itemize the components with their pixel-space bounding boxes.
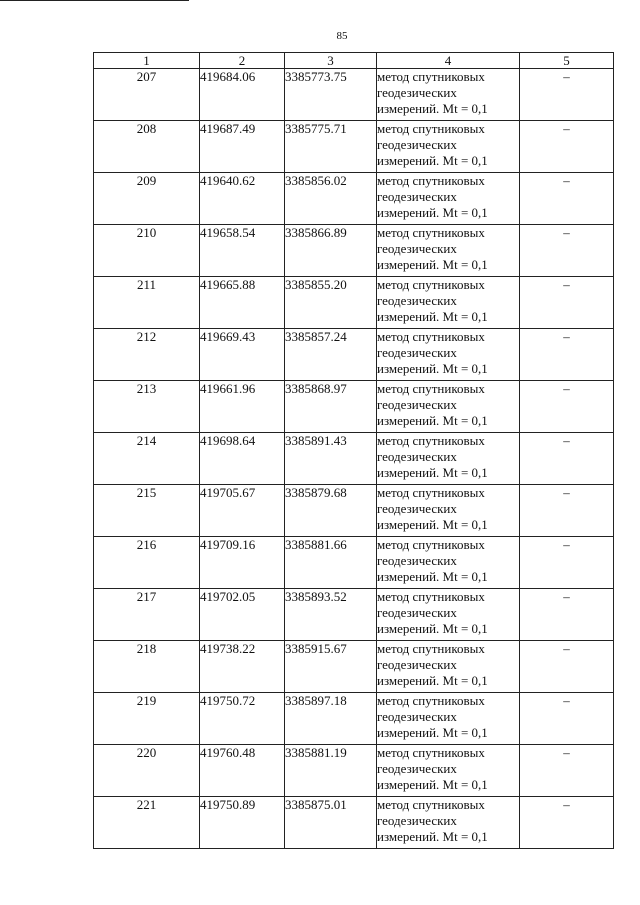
coord-x: 419750.72: [200, 693, 285, 745]
column-5-value: –: [520, 745, 614, 797]
coord-x: 419684.06: [200, 69, 285, 121]
method-line-2: геодезических: [377, 813, 457, 828]
method-description: [377, 797, 520, 849]
method-line-2: геодезических: [377, 761, 457, 776]
method-line-3: измерений. Mt = 0,1: [377, 205, 488, 220]
column-5-value: –: [520, 121, 614, 173]
point-number: 218: [94, 641, 200, 693]
method-line-3: измерений. Mt = 0,1: [377, 673, 488, 688]
method-line-2: геодезических: [377, 553, 457, 568]
header-col-4: 4: [377, 53, 520, 69]
coord-x: 419640.62: [200, 173, 285, 225]
table-row: [94, 173, 614, 225]
column-5-value: –: [520, 277, 614, 329]
point-number: 209: [94, 173, 200, 225]
point-number: 219: [94, 693, 200, 745]
table-row: [94, 485, 614, 537]
header-row: [94, 53, 614, 69]
point-number: 220: [94, 745, 200, 797]
column-5-value: –: [520, 485, 614, 537]
column-5-value: –: [520, 69, 614, 121]
point-number: 211: [94, 277, 200, 329]
coord-x: 419669.43: [200, 329, 285, 381]
method-description: [377, 641, 520, 693]
method-line-3: измерений. Mt = 0,1: [377, 153, 488, 168]
column-5-value: –: [520, 797, 614, 849]
header-col-1: 1: [94, 53, 200, 69]
method-line-1: метод спутниковых: [377, 173, 485, 188]
header-col-5: 5: [520, 53, 614, 69]
method-line-2: геодезических: [377, 709, 457, 724]
column-5-value: –: [520, 537, 614, 589]
method-description: [377, 329, 520, 381]
coord-y: 3385775.71: [285, 121, 377, 173]
coord-y: 3385866.89: [285, 225, 377, 277]
column-5-value: –: [520, 693, 614, 745]
table-row: [94, 693, 614, 745]
method-line-2: геодезических: [377, 449, 457, 464]
point-number: 215: [94, 485, 200, 537]
method-line-3: измерений. Mt = 0,1: [377, 569, 488, 584]
coord-y: 3385857.24: [285, 329, 377, 381]
method-description: [377, 225, 520, 277]
point-number: 216: [94, 537, 200, 589]
point-number: 210: [94, 225, 200, 277]
method-line-1: метод спутниковых: [377, 433, 485, 448]
method-line-1: метод спутниковых: [377, 329, 485, 344]
method-line-3: измерений. Mt = 0,1: [377, 101, 488, 116]
coord-y: 3385893.52: [285, 589, 377, 641]
method-line-1: метод спутниковых: [377, 745, 485, 760]
header-col-2: 2: [200, 53, 285, 69]
coordinates-table: [93, 52, 614, 849]
method-line-3: измерений. Mt = 0,1: [377, 309, 488, 324]
method-line-3: измерений. Mt = 0,1: [377, 829, 488, 844]
table-row: [94, 589, 614, 641]
method-line-3: измерений. Mt = 0,1: [377, 465, 488, 480]
coord-y: 3385875.01: [285, 797, 377, 849]
table-row: [94, 329, 614, 381]
method-line-2: геодезических: [377, 397, 457, 412]
table-row: [94, 745, 614, 797]
coord-y: 3385868.97: [285, 381, 377, 433]
coord-x: 419760.48: [200, 745, 285, 797]
coord-x: 419698.64: [200, 433, 285, 485]
point-number: 212: [94, 329, 200, 381]
column-5-value: –: [520, 589, 614, 641]
method-line-1: метод спутниковых: [377, 797, 485, 812]
coord-y: 3385897.18: [285, 693, 377, 745]
coord-y: 3385881.19: [285, 745, 377, 797]
table-header: [94, 53, 614, 69]
coord-y: 3385915.67: [285, 641, 377, 693]
column-5-value: –: [520, 329, 614, 381]
method-line-1: метод спутниковых: [377, 693, 485, 708]
coord-x: 419709.16: [200, 537, 285, 589]
method-line-2: геодезических: [377, 85, 457, 100]
table-row: [94, 277, 614, 329]
coord-x: 419702.05: [200, 589, 285, 641]
method-line-1: метод спутниковых: [377, 485, 485, 500]
method-line-2: геодезических: [377, 137, 457, 152]
method-line-1: метод спутниковых: [377, 277, 485, 292]
method-line-2: геодезических: [377, 345, 457, 360]
coord-y: 3385891.43: [285, 433, 377, 485]
method-line-2: геодезических: [377, 657, 457, 672]
top-rule: [0, 0, 189, 1]
method-line-1: метод спутниковых: [377, 641, 485, 656]
coord-x: 419738.22: [200, 641, 285, 693]
table-row: [94, 121, 614, 173]
method-line-3: измерений. Mt = 0,1: [377, 725, 488, 740]
point-number: 213: [94, 381, 200, 433]
column-5-value: –: [520, 641, 614, 693]
method-description: [377, 485, 520, 537]
coord-y: 3385773.75: [285, 69, 377, 121]
column-5-value: –: [520, 225, 614, 277]
table-row: [94, 641, 614, 693]
method-line-3: измерений. Mt = 0,1: [377, 361, 488, 376]
method-line-1: метод спутниковых: [377, 69, 485, 84]
coord-y: 3385855.20: [285, 277, 377, 329]
method-description: [377, 381, 520, 433]
method-line-3: измерений. Mt = 0,1: [377, 777, 488, 792]
coord-y: 3385856.02: [285, 173, 377, 225]
method-line-3: измерений. Mt = 0,1: [377, 257, 488, 272]
method-line-2: геодезических: [377, 605, 457, 620]
table-row: [94, 537, 614, 589]
coord-x: 419750.89: [200, 797, 285, 849]
method-line-3: измерений. Mt = 0,1: [377, 621, 488, 636]
method-line-1: метод спутниковых: [377, 589, 485, 604]
coord-x: 419665.88: [200, 277, 285, 329]
method-description: [377, 69, 520, 121]
coord-x: 419658.54: [200, 225, 285, 277]
point-number: 208: [94, 121, 200, 173]
method-line-2: геодезических: [377, 189, 457, 204]
method-line-2: геодезических: [377, 293, 457, 308]
method-line-1: метод спутниковых: [377, 121, 485, 136]
method-line-1: метод спутниковых: [377, 381, 485, 396]
method-line-1: метод спутниковых: [377, 537, 485, 552]
point-number: 214: [94, 433, 200, 485]
column-5-value: –: [520, 381, 614, 433]
point-number: 207: [94, 69, 200, 121]
method-line-3: измерений. Mt = 0,1: [377, 413, 488, 428]
method-line-1: метод спутниковых: [377, 225, 485, 240]
table-row: [94, 69, 614, 121]
table-body: [94, 69, 614, 849]
column-5-value: –: [520, 433, 614, 485]
coord-x: 419661.96: [200, 381, 285, 433]
page-number: 85: [336, 30, 348, 42]
method-description: [377, 537, 520, 589]
table-row: [94, 433, 614, 485]
method-line-2: геодезических: [377, 241, 457, 256]
method-description: [377, 589, 520, 641]
column-5-value: –: [520, 173, 614, 225]
table-row: [94, 797, 614, 849]
method-description: [377, 121, 520, 173]
method-description: [377, 433, 520, 485]
method-line-3: измерений. Mt = 0,1: [377, 517, 488, 532]
point-number: 221: [94, 797, 200, 849]
table-row: [94, 381, 614, 433]
method-description: [377, 693, 520, 745]
method-line-2: геодезических: [377, 501, 457, 516]
coord-y: 3385881.66: [285, 537, 377, 589]
method-description: [377, 745, 520, 797]
header-col-3: 3: [285, 53, 377, 69]
coord-x: 419687.49: [200, 121, 285, 173]
coord-y: 3385879.68: [285, 485, 377, 537]
method-description: [377, 277, 520, 329]
table-row: [94, 225, 614, 277]
coord-x: 419705.67: [200, 485, 285, 537]
method-description: [377, 173, 520, 225]
point-number: 217: [94, 589, 200, 641]
